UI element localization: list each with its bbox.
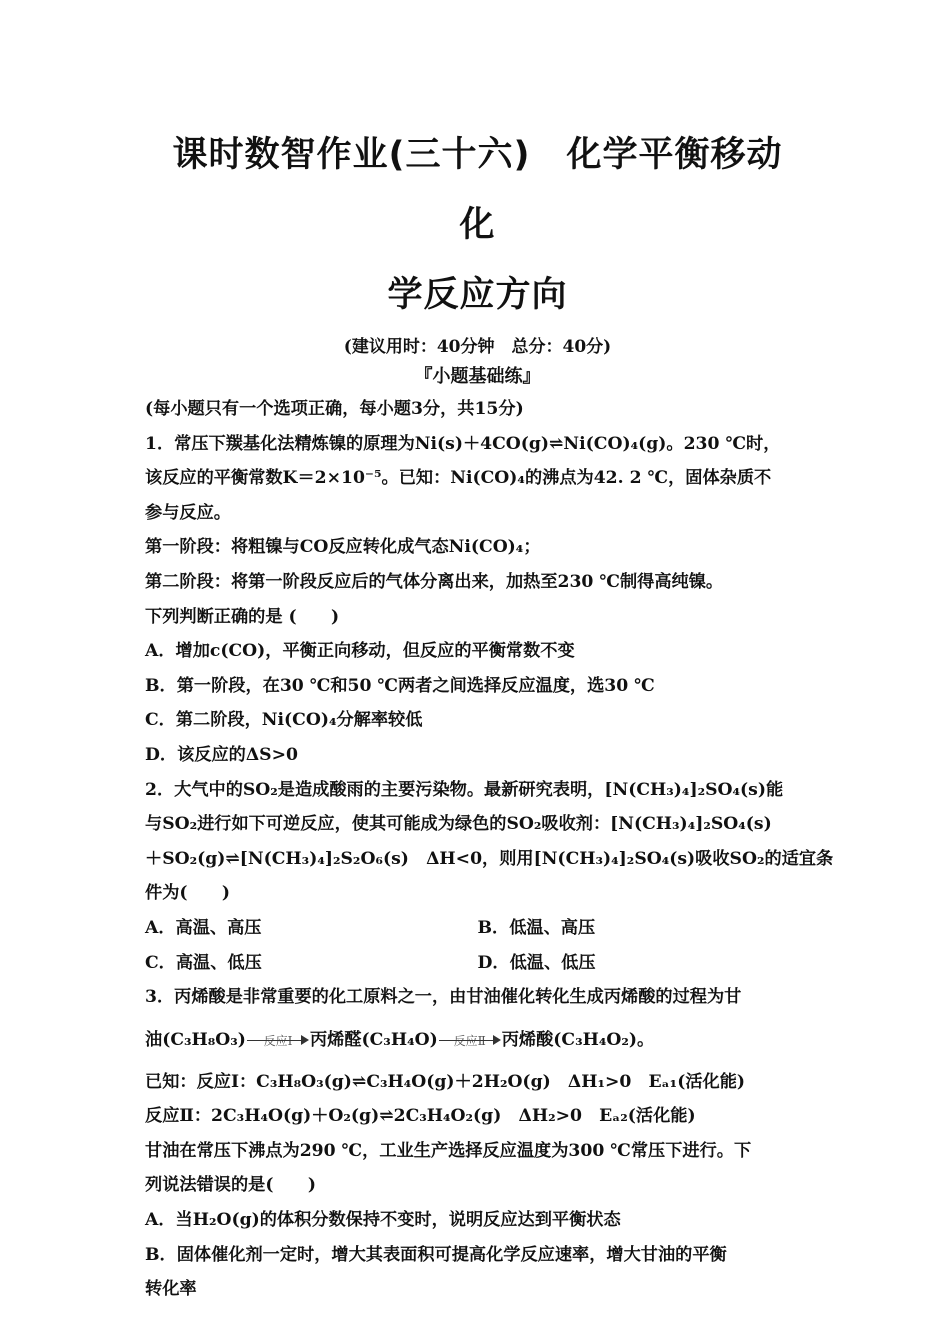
option-b-continued: 转化率 <box>145 1279 197 1300</box>
arrow-2-label: 反应Ⅱ <box>453 1034 486 1049</box>
pathway-middle: 丙烯醛(C₃H₄O) <box>309 1029 438 1050</box>
option-b: B．第一阶段，在30 ℃和50 ℃两者之间选择反应温度，选30 ℃ <box>145 675 655 696</box>
options-row <box>145 911 810 946</box>
question-prompt: 下列判断正确的是 ( ) <box>145 606 340 627</box>
instructions: (每小题只有一个选项正确，每小题3分，共15分) <box>145 399 524 419</box>
option-a: A．高温、高压 <box>145 917 262 938</box>
section-heading: 『小题基础练』 <box>414 366 541 387</box>
pathway-end: 丙烯酸(C₃H₄O₂)。 <box>501 1029 655 1050</box>
reaction-arrow-2 <box>439 1034 501 1049</box>
option-d: D．低温、低压 <box>477 952 596 973</box>
reaction-2-equation: 反应Ⅱ：2C₃H₄O(g)＋O₂(g)⇌2C₃H₄O₂(g) ΔH₂>0 Eₐ₂(活化能) <box>145 1106 696 1127</box>
question-text-line: 甘油在常压下沸点为290 ℃，工业生产选择反应温度为300 ℃常压下进行。下 <box>145 1140 752 1161</box>
pathway-start: 油(C₃H₈O₃) <box>145 1029 246 1050</box>
time-and-score: (建议用时：40分钟 总分：40分) <box>343 337 612 357</box>
option-b: B．固体催化剂一定时，增大其表面积可提高化学反应速率，增大甘油的平衡 <box>145 1244 727 1265</box>
options-row <box>145 946 810 981</box>
option-b: B．低温、高压 <box>477 917 596 938</box>
question-text-line: 与SO₂进行如下可逆反应，使其可能成为绿色的SO₂吸收剂：[N(CH₃)₄]₂SO₄(s) <box>145 814 772 835</box>
document-page <box>145 120 834 1307</box>
question-1 <box>145 427 810 773</box>
question-text-line: ＋SO₂(g)⇌[N(CH₃)₄]₂S₂O₆(s) ΔH<0，则用[N(CH₃)₄]₂SO₄(s)吸收SO₂的适宜条 <box>145 848 834 869</box>
option-d: D．该反应的ΔS>0 <box>145 744 298 765</box>
question-3 <box>145 980 810 1307</box>
question-text-line: 参与反应。 <box>145 502 231 523</box>
reaction-pathway <box>145 1015 810 1065</box>
arrow-1-label: 反应Ⅰ <box>263 1034 293 1049</box>
page-title-line-1: 课时数智作业(三十六) 化学平衡移动 化 <box>172 135 819 245</box>
option-c: C．第二阶段，Ni(CO)₄分解率较低 <box>145 710 423 731</box>
reaction-arrow-1 <box>247 1034 309 1049</box>
question-2 <box>145 773 834 981</box>
question-text-line: 1．常压下羰基化法精炼镍的原理为Ni(s)＋4CO(g)⇌Ni(CO)₄(g)。230 ℃时， <box>145 433 781 454</box>
question-text-line: 2．大气中的SO₂是造成酸雨的主要污染物。最新研究表明，[N(CH₃)₄]₂SO₄(s)能 <box>145 779 784 800</box>
option-c: C．高温、低压 <box>145 952 262 973</box>
reaction-1-equation: 已知：反应Ⅰ：C₃H₈O₃(g)⇌C₃H₄O(g)＋2H₂O(g) ΔH₁>0 Eₐ₁(活化能) <box>145 1071 746 1092</box>
question-text-line: 第一阶段：将粗镍与CO反应转化成气态Ni(CO)₄； <box>145 537 541 558</box>
page-title-line-2: 学反应方向 <box>387 275 568 315</box>
question-text-line: 3．丙烯酸是非常重要的化工原料之一，由甘油催化转化生成丙烯酸的过程为甘 <box>145 987 742 1008</box>
option-a: A．增加c(CO)，平衡正向移动，但反应的平衡常数不变 <box>145 641 575 662</box>
option-a: A．当H₂O(g)的体积分数保持不变时，说明反应达到平衡状态 <box>145 1210 621 1231</box>
question-prompt: 列说法错误的是( ) <box>145 1175 316 1196</box>
question-text-line: 第二阶段：将第一阶段反应后的气体分离出来，加热至230 ℃制得高纯镍。 <box>145 571 724 592</box>
question-prompt: 件为( ) <box>145 883 231 904</box>
question-text-line: 该反应的平衡常数K＝2×10⁻⁵。已知：Ni(CO)₄的沸点为42. 2 ℃，固体杂质不 <box>145 468 772 489</box>
